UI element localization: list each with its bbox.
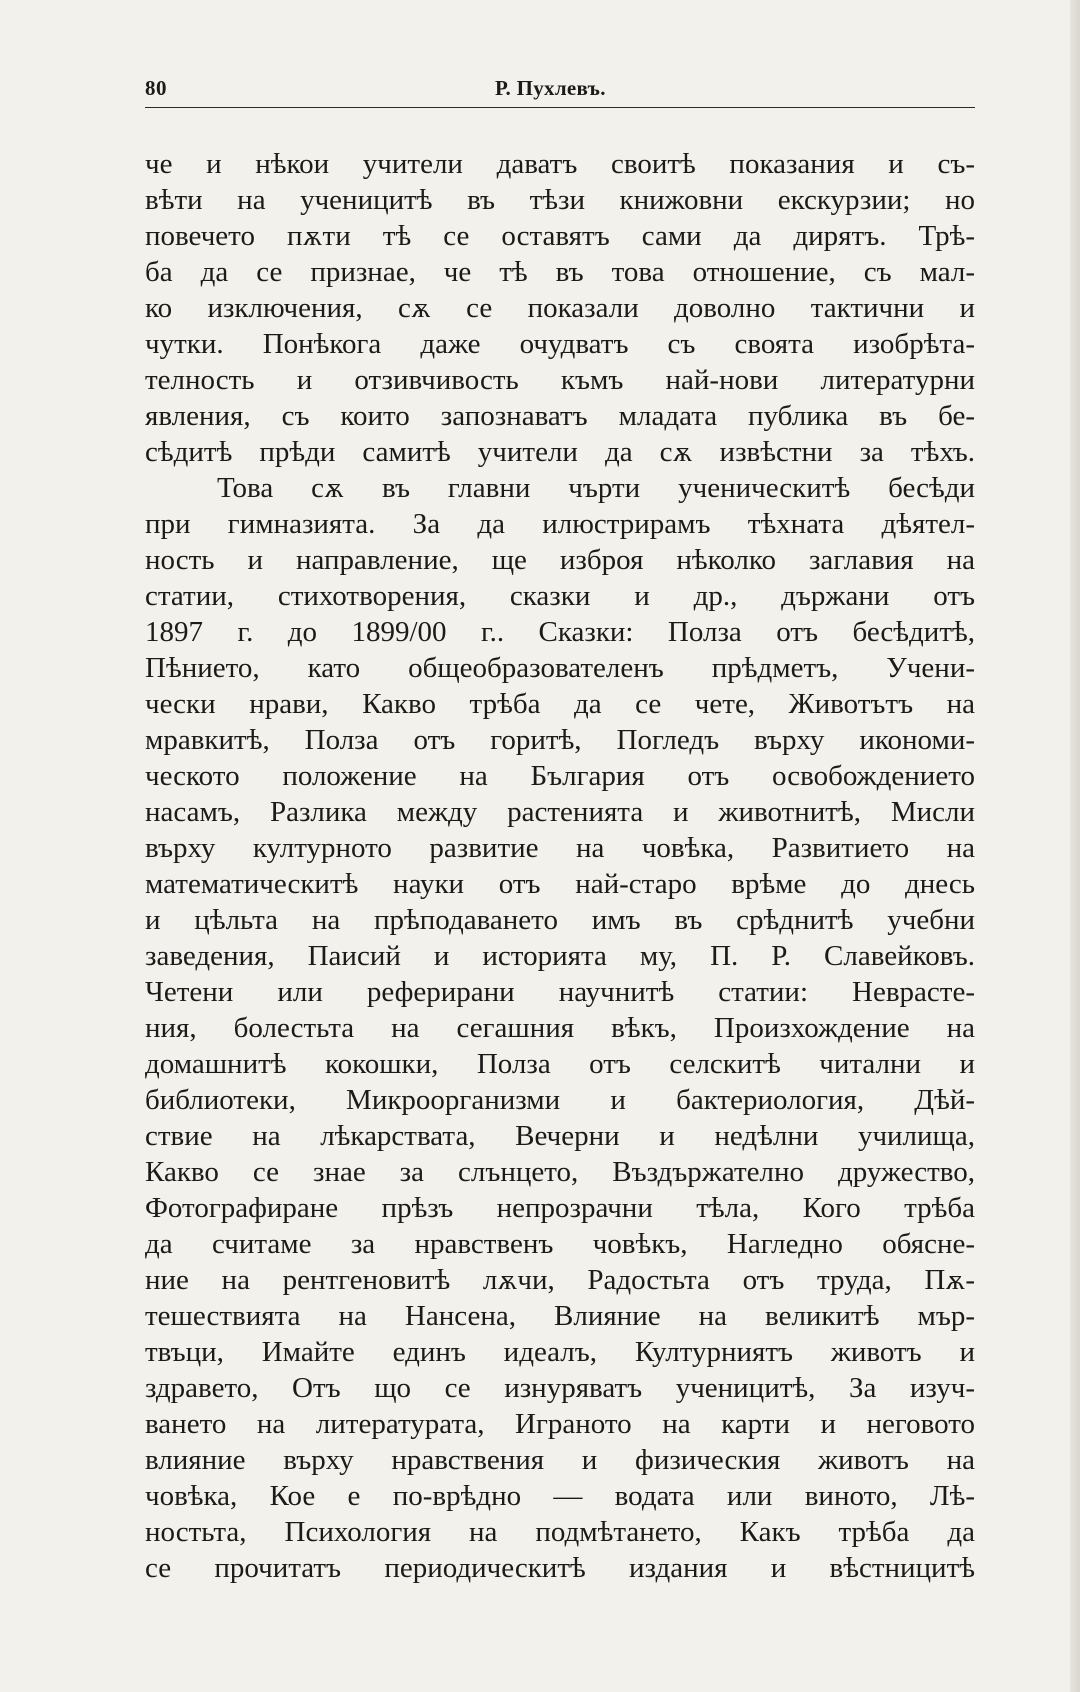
- text-line: ность и направление, ще изброя нѣколко заглавия на: [145, 544, 975, 576]
- text-line: при гимназията. За да илюстрирамъ тѣхната дѣятел-: [145, 508, 975, 540]
- text-line: повечето пѫти тѣ се оставятъ сами да дирятъ. Трѣ-: [145, 220, 975, 252]
- text-line: здравето, Отъ що се изнуряватъ ученицитѣ, За изуч-: [145, 1372, 975, 1404]
- text-line: ние на рентгеновитѣ лѫчи, Радостьта отъ труда, Пѫ-: [145, 1264, 975, 1296]
- text-line: явления, съ които запознаватъ младата публика въ бе-: [145, 400, 975, 432]
- text-line: че и нѣкои учители даватъ своитѣ показания и съ-: [145, 148, 975, 180]
- header-rule: [145, 107, 975, 108]
- text-line: библиотеки, Микроорганизми и бактериология, Дѣй-: [145, 1084, 975, 1116]
- text-line: заведения, Паисий и историята му, П. Р. Славейковъ.: [145, 940, 975, 972]
- text-line: тешествията на Нансена, Влияние на великитѣ мър-: [145, 1300, 975, 1332]
- text-line: да считаме за нравственъ човѣкъ, Нагледно обясне-: [145, 1228, 975, 1260]
- page-number: 80: [145, 76, 167, 100]
- body-text: [145, 146, 975, 1586]
- text-line: математическитѣ науки отъ най-старо врѣме до днесь: [145, 868, 975, 900]
- paragraph-first-line: Това сѫ въ главни чърти ученическитѣ бесѣди: [217, 472, 975, 504]
- text-line: и цѣльта на прѣподаването имъ въ срѣднитѣ учебни: [145, 904, 975, 936]
- text-line: сѣдитѣ прѣди самитѣ учители да сѫ извѣстни за тѣхъ.: [145, 436, 975, 468]
- text-line: домашнитѣ кокошки, Полза отъ селскитѣ читални и: [145, 1048, 975, 1080]
- text-line: чески нрави, Какво трѣба да се чете, Животътъ на: [145, 688, 975, 720]
- text-line: ния, болестьта на сегашния вѣкъ, Произхождение на: [145, 1012, 975, 1044]
- text-line: ностьта, Психология на подмѣтането, Какъ трѣба да: [145, 1516, 975, 1548]
- text-line: човѣка, Кое е по-врѣдно — водата или виното, Лѣ-: [145, 1480, 975, 1512]
- text-line: ба да се признае, че тѣ въ това отношение, съ мал-: [145, 256, 975, 288]
- text-line: върху културното развитие на човѣка, Развитието на: [145, 832, 975, 864]
- text-line: мравкитѣ, Полза отъ горитѣ, Погледъ върху икономи-: [145, 724, 975, 756]
- text-line: ко изключения, сѫ се показали доволно тактични и: [145, 292, 975, 324]
- page-header: [145, 76, 975, 106]
- text-line: ствие на лѣкарствата, Вечерни и недѣлни училища,: [145, 1120, 975, 1152]
- text-line: Какво се знае за слънцето, Въздържателно дружество,: [145, 1156, 975, 1188]
- text-line: 1897 г. до 1899/00 г.. Сказки: Полза отъ бесѣдитѣ,: [145, 616, 975, 648]
- text-line: влияние върху нравствения и физическия животъ на: [145, 1444, 975, 1476]
- text-line: телность и отзивчивость къмъ най-нови литературни: [145, 364, 975, 396]
- text-line: ването на литературата, Играното на карти и неговото: [145, 1408, 975, 1440]
- page-edge: [1070, 0, 1080, 1692]
- running-head: Р. Пухлевъ.: [495, 76, 606, 100]
- text-line: Пѣнието, като общеобразователенъ прѣдметъ, Учени-: [145, 652, 975, 684]
- text-line: вѣти на ученицитѣ въ тѣзи книжовни екскурзии; но: [145, 184, 975, 216]
- text-line: твъци, Имайте единъ идеалъ, Културниятъ животъ и: [145, 1336, 975, 1368]
- text-line: насамъ, Разлика между растенията и животнитѣ, Мисли: [145, 796, 975, 828]
- text-line: ческото положение на България отъ освобождението: [145, 760, 975, 792]
- text-line: Четени или реферирани научнитѣ статии: Неврасте-: [145, 976, 975, 1008]
- text-line: чутки. Понѣкога даже очудватъ съ своята изобрѣта-: [145, 328, 975, 360]
- text-line: се прочитатъ периодическитѣ издания и вѣстницитѣ: [145, 1552, 975, 1584]
- text-line: статии, стихотворения, сказки и др., държани отъ: [145, 580, 975, 612]
- text-line: Фотографиране прѣзъ непрозрачни тѣла, Кого трѣба: [145, 1192, 975, 1224]
